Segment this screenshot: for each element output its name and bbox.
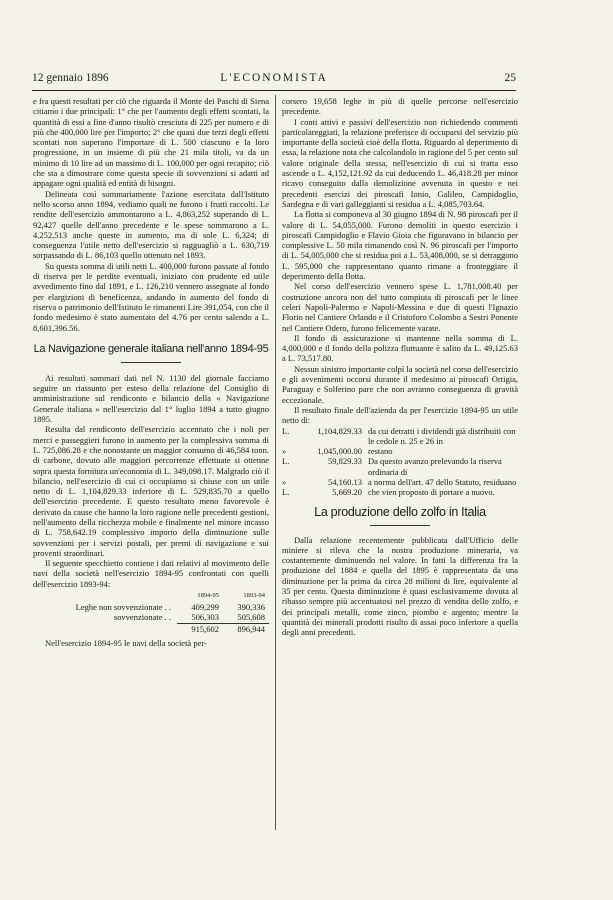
currency: L. [282,487,290,498]
amount: 1,045,000.00 [317,446,362,457]
description: restano [368,446,393,457]
cell-value: 390,336 [237,601,265,612]
row-label: Leghe non sovvenzionate . . [75,601,171,612]
paragraph: Su questa somma di utili netti L. 400,000 furono passate al fondo di riserva per le perdite eventuali, iniziato con prudente ed utile avvedimento fino dal 1891, e L. 126,210 vennero assegnate al fondo per elargizioni di beneficenza, andando in aumento del fondo di riserva o patrimonio dell'Istituto le rimanenti Lire 391,054, con che il fondo medesimo è stato aumentato del 4.76 per cento salendo a L. 8,601,396.56. [33,260,269,333]
ledger-row [282,446,518,456]
paragraph: I conti attivi e passivi dell'esercizio non richiedendo commenti particolareggiati, la relazione preferisce di occuparsi del servizio più importante della società cioè della flotta. Riguardo al deperimento di essa, la relazione nota che calcolandolo in ragione del 5 per cento sul valore originale della stessa, nell'esercizio di cui si tratta esso ascende a L. 4,152,121.92 da cui deducendo L. 46,418.28 per minor ricavo conseguito dalla demolizione avvenuta in questo e nei precedenti esercizi dei piroscafi Ionio, Galileo, Campidoglio, Sardegna e di vari galleggianti si residua a L. 4,085,703.64. [282,116,518,209]
ledger-row [282,487,518,497]
total-value: 915,602 [177,623,223,634]
cell-value: 506,303 [191,612,219,623]
description: da cui detratti i dividendi già distribuiti con le cedole n. 25 e 26 in [368,425,516,446]
currency: » [282,446,287,457]
article-heading-navigazione [33,343,269,363]
table-row [33,602,269,613]
paragraph: La flotta si componeva al 30 giugno 1894 di N. 98 piroscafi per il valore di L. 54,055,000. Furono demoliti in questo esercizio i piroscafi Campidoglio e Flavio Gioia che figuravano in bilancio per complessive L. 50 mila rimanendo così N. 96 piroscafi per l'importo di L. 54,005,000 che si residua poi a L. 53,408,000, se si detraggono L. 595,000 che rappresentano quanto rimane a fronteggiare il deperimento della flotta. [282,209,518,282]
year-header: 1893-94 [243,592,265,600]
cell-value: 409,299 [191,601,219,612]
heading-rule [121,362,181,363]
ledger-row [282,477,518,487]
left-column [33,96,269,648]
year-header: 1894-95 [197,592,219,600]
amount: 59,829.33 [328,456,362,467]
total-value: 896,944 [223,623,269,634]
paragraph: Resulta dal rendiconto dell'esercizio accennato che i noli per merci e passeggieri furono in aumento per la complessiva somma di L. 725,086.28 e che nonostante un maggior consumo di 46,584 tonn. di carbone, dovuto alle maggiori percorrenze effettuate si ottenne sopra questa fornitura un'economia di L. 349,098.17. Malgrado ciò il bilancio, nell'esercizio di cui ci occupiamo si chiuse con un utile netto di L. 1,104,829.33 inferiore di L. 529,835.70 a quello dell'esercizio precedente. E questo resultato meno favorevole è derivato da cause che hanno la loro ragione nelle precedenti gestioni, nell'aumento della ricchezza mobile e finalmente nel minore incasso di L. 758,642.19 complessivo importo della diminuzione sulle sovvenzioni per i servizi postali, per premi di navigazione e sui proventi straordinari. [33,424,269,558]
journal-title: L'ECONOMISTA [220,72,328,84]
paragraph: Nel corso dell'esercizio vennero spese L. 1,781,008.40 per costruzione ancora non del tutto compiuta di piroscafi per le linee celeri Napoli-Palermo e Napoli-Messina e due di questi l'Ignazio Florio nel Cantiere Orlando e il Cristoforo Colombo a Sestri Ponente nel Cantiere Odero, furono felicemente varate. [282,281,518,333]
amount: 5,669.20 [332,487,362,498]
paragraph: corsero 19,658 leghe in più di quelle percorse nell'esercizio precedente. [282,96,518,117]
header-rule [32,90,516,91]
description: che vien proposto di portare a nuovo. [368,487,495,498]
result-ledger [282,426,518,498]
page-number: 25 [504,72,516,84]
amount: 54,160.13 [328,476,362,487]
row-label: sovvenzionate . . [113,612,171,623]
paragraph: Il seguente specchietto contiene i dati relativi al movimento delle navi della società nell'esercizio 1894-95 confrontati con quelli dell'esercizio 1893-94: [33,558,269,589]
paragraph: Il fondo di assicurazione si mantenne nella somma di L. 4,000,000 e il fondo della polizza fluttuante è salito da L. 49,125.63 a L. 73,517.80. [282,332,518,364]
paragraph: e fra questi resultati per ciò che riguarda il Monte dei Paschi di Siena citiamo i due principali: 1° che per l'aumento degli effetti scontati, la quantità di essi a fine d'anno risultò cresciuta di 225 per numero e di più che 400,000 lire per l'importo; 2° che quasi due terzi degli effetti scontati non superano l'importare di L. 500 ciascuno e la loro progressione, in un insieme di più che 21 mila titoli, va da un minimo di 10 lire ad un massimo di L. 100,000 per ogni recapito; ciò che sta a dimostrare come questa specie di sovvenzioni si adatti ad appagare ogni qualità ed entità di bisogni. [33,96,269,189]
column-divider [275,95,276,830]
article-heading-zolfo [282,506,518,526]
paragraph: Il resultato finale dell'azienda da per l'esercizio 1894-95 un utile netto di: [282,404,518,426]
currency: L. [282,425,290,436]
table-row [33,612,269,623]
paragraph: Nessun sinistro importante colpì la società nel corso dell'esercizio e gli avvenimenti occorsi durante il medesimo ai piroscafi Ortigia, Paraguay e Solferino pare che non avranno conseguenza di gravità eccezionale. [282,363,518,405]
ledger-row [282,456,518,477]
heading-rule [370,525,430,526]
paragraph: Dalla relazione recentemente pubblicata dall'Ufficio delle miniere si rileva che la nostra produzione mineraria, va costantemente diminuendo nel valore. In fatti la differenza fra la produzione del 1884 e quella del 1895 è rappresentata da una diminuzione per la prima da circa 28 milioni di lire, equivalente al 35 per cento. Questa diminuzione è quasi esclusivamente dovuta al ribasso sempre più accentuatosi nel prezzo di vendita dello zolfo, e dei principali metalli, come zinco, piombo e argento; mentre la quantità dei minerali prodotti risulto di assai poco inferiore a quella degli anni precedenti. [282,534,518,638]
cell-value: 505,608 [237,612,265,623]
currency: » [282,476,287,487]
description: a norma dell'art. 47 dello Statuto, residuano [368,476,517,487]
right-column [282,96,518,638]
issue-date: 12 gennaio 1896 [32,72,109,84]
table-row [33,591,269,602]
ledger-row [282,426,518,447]
heading-text: La Navigazione generale italiana nell'anno 1894-95 [33,342,269,355]
table-row-total [33,623,269,634]
page-header [32,72,516,90]
ships-table [33,591,269,634]
heading-text: La produzione dello zolfo in Italia [314,504,486,519]
paragraph: Ai resultati sommari dati nel N. 1130 del giornale facciamo seguire un riassunto per esteso della relazione del Consiglio di amministrazione sul rendiconto e bilancio della « Navigazione Generale italiana » nell'esercizio dal 1° luglio 1894 a tutto giugno 1895. [33,372,269,425]
description: Da questo avanzo prelevando la riserva ordinaria di [368,456,502,477]
amount: 1,104,829.33 [317,425,362,436]
paragraph: Delineata così sommariamente l'azione esercitata dall'Istituto nello scorso anno 1894, vediamo quali ne furono i frutti raccolti. Le rendite dell'esercizio ammontarono a L. 4,863,252 superando di L. 92,427 quelle dell'anno precedente e le spese sommarono a L. 4,252,513 anche queste in aumento, ma di sole L. 6,324; di conseguenza l'utile netto dell'esercizio si ragguagliò a L. 630,719 sorpassando di L. 86,103 quello ottenuto nel 1893. [33,188,269,261]
paragraph: Nell'esercizio 1894-95 le navi della società per- [45,638,207,649]
currency: L. [282,456,290,467]
